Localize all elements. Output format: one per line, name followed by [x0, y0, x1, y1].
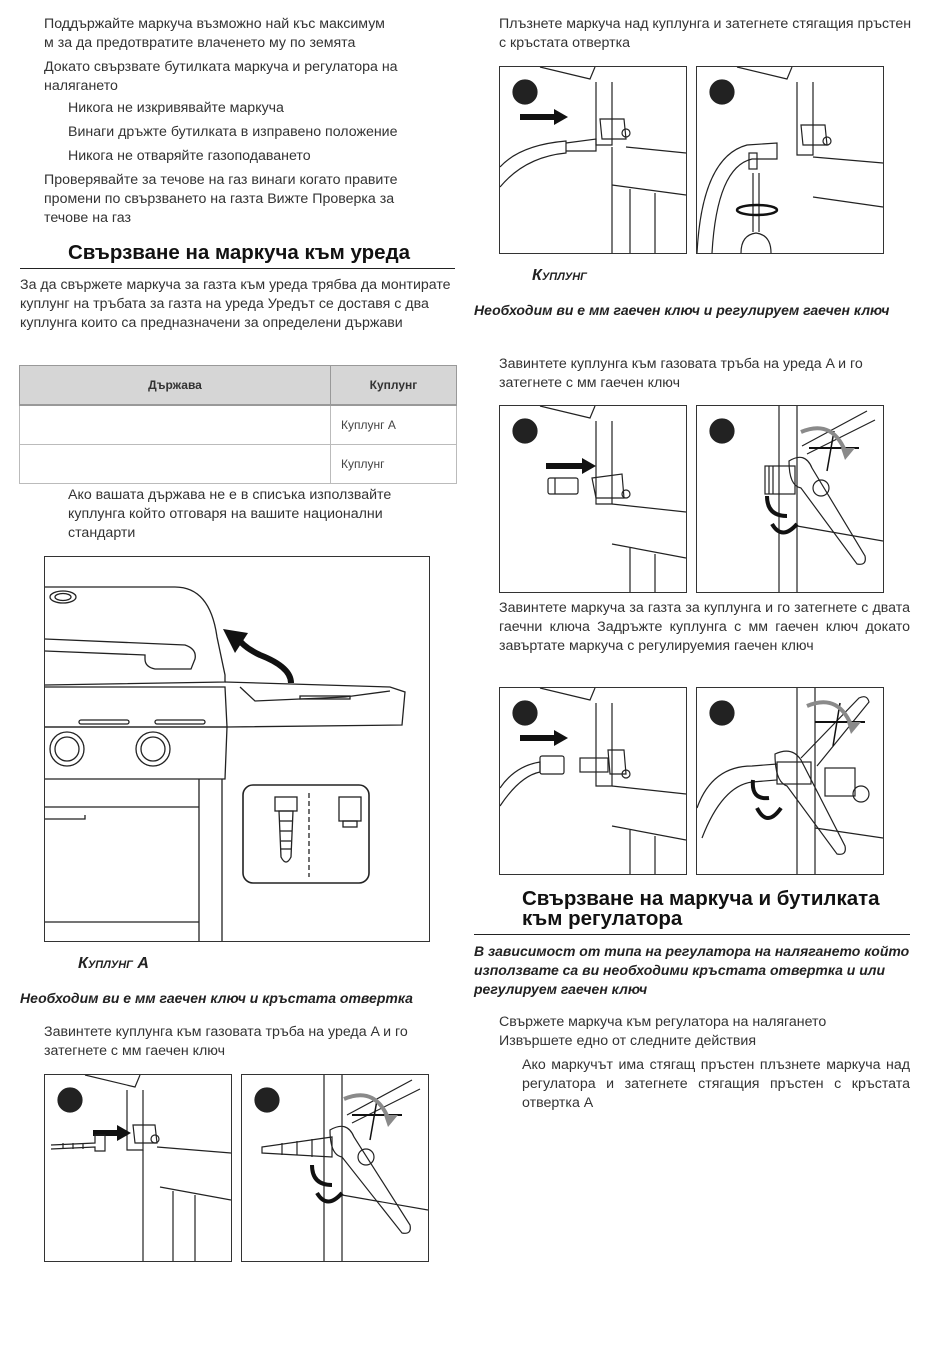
- intro-line: Докато свързвате бутилката маркуча и регулатора на: [44, 59, 398, 75]
- step-text: Свържете маркуча към регулатора на налягането: [499, 1014, 827, 1030]
- tools-required: Необходим ви е мм гаечен ключ и кръстата отвертка: [20, 990, 413, 1006]
- table-row: [20, 405, 457, 445]
- step-marker-icon: [513, 701, 537, 725]
- intro-line: промени по свързването на газта Вижте Проверка за: [44, 191, 395, 207]
- table-cell: [20, 445, 331, 484]
- tools-required: В зависимост от типа на регулатора на налягането който използвате са ви необходими кръстата отвертка и или регулируем гаечен ключ: [474, 943, 910, 997]
- table-cell: Куплунг A: [331, 405, 457, 445]
- step-text: Завинтете куплунга към газовата тръба на уреда A и го затегнете с мм гаечен ключ: [499, 356, 863, 391]
- step-marker-icon: [513, 419, 537, 443]
- step-text: Плъзнете маркуча над куплунга и затегнете стягащия пръстен с кръстата отвертка: [499, 16, 912, 51]
- intro-line: Проверявайте за течове на газ винаги когато правите: [44, 172, 398, 188]
- step-illustration-2: [241, 1074, 429, 1262]
- intro-line: м за да предотвратите влаченето му по земята: [44, 35, 356, 51]
- coupling-a-subheading: Куплунг A: [78, 955, 149, 972]
- step-text: Извършете едно от следните действия: [499, 1033, 757, 1049]
- coupling-subheading: Куплунг: [532, 267, 587, 284]
- section-heading: към регулатора: [522, 907, 683, 930]
- note-paragraph: Ако вашата държава не е в списъка използвайте куплунга който отговаря на вашите национални стандарти: [68, 487, 392, 541]
- coupling-table: [19, 365, 457, 484]
- bullet-item: Винаги дръжте бутилката в изправено положение: [68, 124, 398, 140]
- step-illustration-1: [499, 405, 687, 593]
- grill-illustration: [44, 556, 430, 942]
- step-marker-icon: [710, 701, 734, 725]
- step-illustration-1: [499, 66, 687, 254]
- step-marker-icon: [710, 80, 734, 104]
- step-marker-icon: [255, 1088, 279, 1112]
- step-illustration-1: [499, 687, 687, 875]
- heading-rule: [474, 934, 910, 935]
- bullet-item: Никога не отваряйте газоподаването: [68, 148, 311, 164]
- step-illustration-2: [696, 66, 884, 254]
- section-paragraph: За да свържете маркуча за газта към уреда трябва да монтирате куплунг на тръбата за газта на уреда Уредът се доставя с два куплунга които са предназначени за определени държави: [20, 277, 451, 331]
- step-illustration-2: [696, 687, 884, 875]
- step-marker-icon: [710, 419, 734, 443]
- heading-rule: [20, 268, 455, 269]
- tools-required: Необходим ви е мм гаечен ключ и регулируем гаечен ключ: [474, 302, 890, 318]
- table-cell: Куплунг: [331, 445, 457, 484]
- bullet-item: Никога не изкривявайте маркуча: [68, 100, 284, 116]
- step-marker-icon: [58, 1088, 82, 1112]
- intro-line: Поддържайте маркуча възможно най къс максимум: [44, 16, 385, 32]
- section-heading: Свързване на маркуча към уреда: [68, 241, 410, 264]
- table-header-coupling: Куплунг: [331, 366, 457, 406]
- section-heading: Свързване на маркуча и бутилката: [522, 887, 880, 910]
- step-illustration-2: [696, 405, 884, 593]
- intro-line: течове на газ: [44, 210, 132, 226]
- intro-line: налягането: [44, 78, 118, 94]
- table-cell: [20, 405, 331, 445]
- substep-text: Ако маркучът има стягащ пръстен плъзнете маркуча над регулатора и затегнете стягащия пръстен с кръстата отвертка A: [522, 1057, 910, 1111]
- step-text: Завинтете маркуча за газта за куплунга и го затегнете с двата гаечни ключа Задръжте куплунга с мм гаечен ключ докато завъртате маркуча с регулируемия гаечен ключ: [499, 600, 910, 654]
- step-marker-icon: [513, 80, 537, 104]
- table-header-country: Държава: [20, 366, 331, 406]
- table-row: [20, 445, 457, 484]
- step-illustration-1: [44, 1074, 232, 1262]
- step-text: Завинтете куплунга към газовата тръба на уреда A и го затегнете с мм гаечен ключ: [44, 1024, 408, 1059]
